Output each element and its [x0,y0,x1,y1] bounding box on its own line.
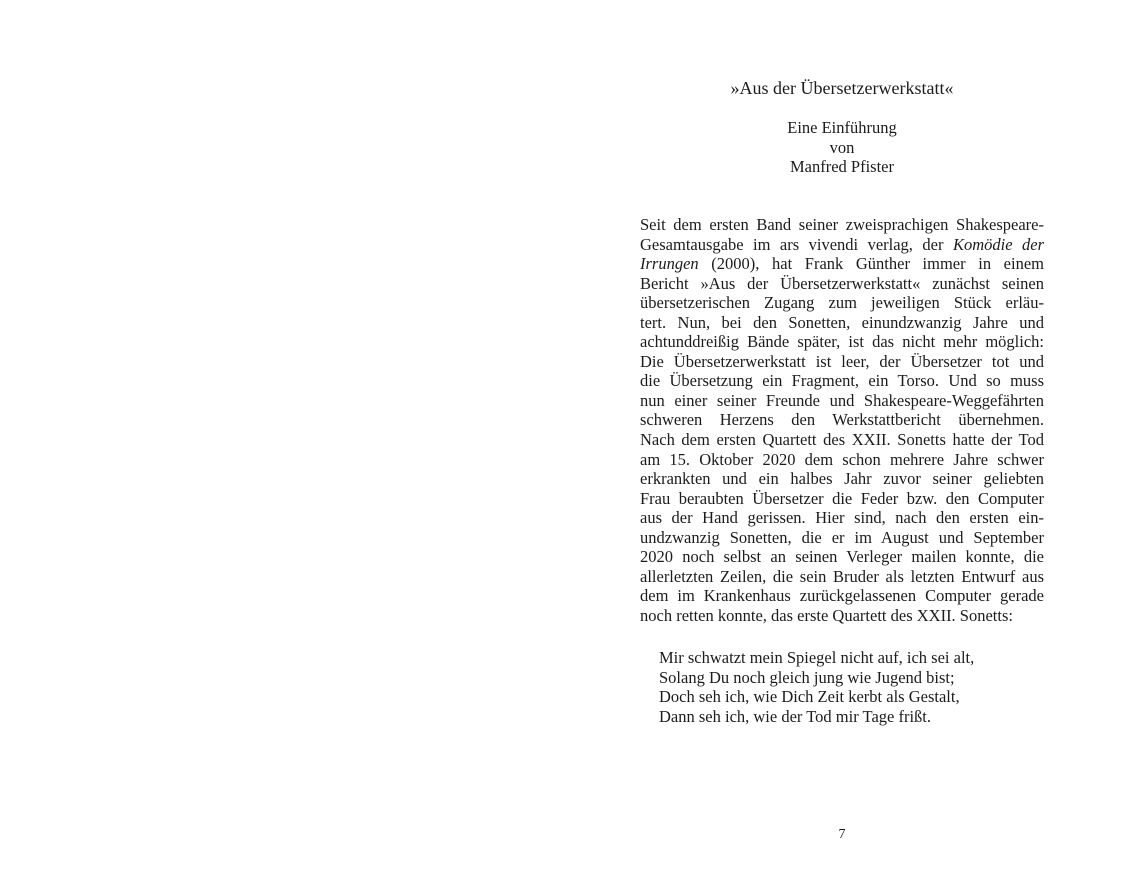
body-line: Die Übersetzerwerkstatt ist leer, der Übersetzer tot und [640,351,1044,371]
body-line: erkrankten und ein halbes Jahr zuvor seiner geliebten [640,469,1044,489]
body-line: Bericht »Aus der Übersetzerwerkstatt« zunächst seinen [640,273,1044,293]
body-line: aus der Hand gerissen. Hier sind, nach den ersten ein- [640,508,1044,528]
body-paragraph [640,215,1044,625]
body-line: die Übersetzung ein Fragment, ein Torso. Und so muss [640,371,1044,391]
book-title-italic: Komödie der [952,234,1044,254]
body-line: Nach dem ersten Quartett des XXII. Sonetts hatte der Tod [640,430,1044,450]
body-line: undzwanzig Sonetten, die er im August und September [640,527,1044,547]
body-line: noch retten konnte, das erste Quartett des XXII. Sonetts: [640,605,1013,625]
chapter-title: »Aus der Übersetzerwerkstatt« [730,78,954,98]
poem-line: Dann seh ich, wie der Tod mir Tage frißt. [659,706,932,726]
body-line: dem im Krankenhaus zurückgelassenen Computer gerade [640,586,1044,606]
byline-von: von [829,137,855,157]
body-line: am 15. Oktober 2020 dem schon mehrere Jahre schwer [640,449,1044,469]
body-line: Frau beraubten Übersetzer die Feder bzw. den Computer [640,488,1044,508]
sonnet-quatrain [659,648,974,726]
body-line: tert. Nun, bei den Sonetten, einundzwanzig Jahre und [640,312,1044,332]
body-line: nun einer seiner Freunde und Shakespeare-Weggefährten [640,390,1044,410]
poem-line: Mir schwatzt mein Spiegel nicht auf, ich sei alt, [659,648,975,667]
body-line: schweren Herzens den Werkstattbericht übernehmen. [640,410,1044,430]
body-line: 2020 noch selbst an seinen Verleger mailen konnte, die [640,547,1044,567]
poem-line: Solang Du noch gleich jung wie Jugend bist; [659,667,955,687]
book-title-italic: Irrungen [640,254,699,274]
body-line: achtunddreißig Bände später, ist das nicht mehr möglich: [640,332,1044,352]
body-line: übersetzerischen Zugang zum jeweiligen Stück erläu- [640,293,1044,313]
byline-subtitle: Eine Einführung [787,118,897,137]
body-line: allerletzten Zeilen, die sein Bruder als letzten Entwurf aus [640,566,1044,586]
byline [640,118,1044,177]
body-line: Seit dem ersten Band seiner zweisprachigen Shakespeare- [640,215,1044,234]
page-number: 7 [838,827,846,842]
body-line: Irrungen (2000), hat Frank Günther immer in einem [640,254,1044,274]
body-line: Gesamtausgabe im ars vivendi verlag, der Komödie der [640,234,1044,254]
poem-line: Doch seh ich, wie Dich Zeit kerbt als Gestalt, [659,687,960,707]
byline-author: Manfred Pfister [789,157,894,176]
